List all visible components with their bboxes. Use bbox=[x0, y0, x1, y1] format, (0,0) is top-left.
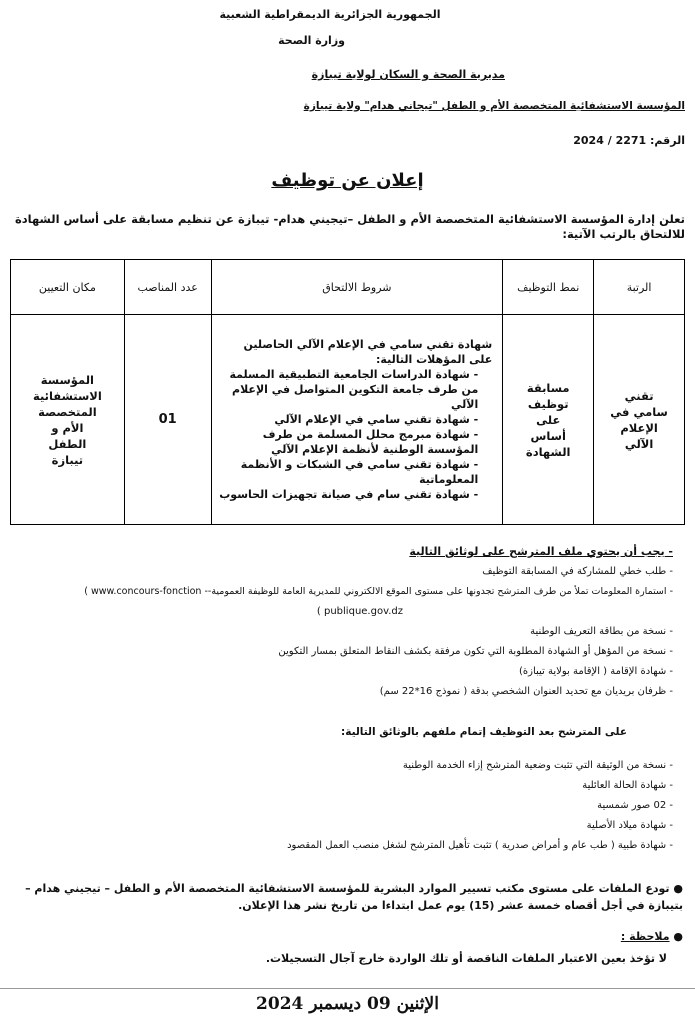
reference-number: الرقم: 2271 / 2024 bbox=[573, 134, 685, 147]
cell-place: المؤسسة الاستشفائية المتخصصة الأم و الطفل تيبازة bbox=[11, 315, 125, 525]
footer-date: الإثنين 09 ديسمبر 2024 bbox=[256, 994, 439, 1014]
list-item-text: استمارة المعلومات تملأ من طرف المترشح تجدونها على مستوى الموقع الالكتروني للمديرية العامة للوظيفة العمومية-- www.concours-fonction ) bbox=[84, 586, 667, 597]
list-item-text: طلب خطي للمشاركة في المسابقة التوظيف bbox=[482, 566, 667, 577]
list-item: - شهادة طبية ( طب عام و أمراض صدرية ) تثبت تأهيل المترشح لشغل منصب العمل المقصود bbox=[287, 840, 673, 851]
list-item: - ظرفان بريديان مع تحديد العنوان الشخصي بدقة ( نموذج 16*22 سم) bbox=[379, 686, 673, 697]
list-item: - استمارة المعلومات تملأ من طرف المترشح تجدونها على مستوى الموقع الالكتروني للمديرية العامة للوظيفة العمومية-- www.concours-fonction ) bbox=[84, 586, 673, 597]
deposit-paragraph bbox=[19, 880, 683, 914]
list-item-text: شهادة الحالة العائلية bbox=[582, 780, 667, 791]
col-rank: الرتبة bbox=[594, 260, 685, 315]
note-heading bbox=[621, 928, 683, 945]
list-item: - شهادة ميلاد الأصلية bbox=[586, 820, 673, 831]
list-item-text: نسخة من المؤهل أو الشهادة المطلوبة التي تكون مرفقة بكشف النقاط المتعلق بمسار التكوين bbox=[278, 646, 667, 657]
documents-section bbox=[13, 542, 673, 702]
deposit-text: تودع الملفات على مستوى مكتب تسيير الموارد البشرية للمؤسسة الاستشفائية المتخصصة الأم و الطفل – تيجيني هدام – بتيبازة في أجل أقصاه خمسة عشر (15) يوم عمل ابتداءا من تاريخ نشر هذا الإعلان. bbox=[25, 882, 683, 912]
list-item: - شهادة الحالة العائلية bbox=[582, 780, 673, 791]
list-item-text: publique.gov.dz ) bbox=[316, 606, 403, 617]
list-item-text: نسخة من بطاقة التعريف الوطنية bbox=[530, 626, 667, 637]
directorate-header: مديرية الصحة و السكان لولاية تيبازة bbox=[311, 68, 505, 81]
list-item: - شهادة الإقامة ( الإقامة بولاية تيبازة) bbox=[518, 666, 673, 677]
col-place: مكان التعيين bbox=[11, 260, 125, 315]
page-title: إعلان عن توظيف bbox=[271, 170, 424, 191]
col-posts: عدد المناصب bbox=[124, 260, 211, 315]
republic-header: الجمهورية الجزائرية الديمقراطية الشعبية bbox=[219, 8, 441, 21]
col-conditions: شروط الالتحاق bbox=[211, 260, 503, 315]
list-item: - طلب خطي للمشاركة في المسابقة التوظيف bbox=[482, 566, 673, 577]
bullet-icon: ● bbox=[669, 930, 683, 943]
note-text: لا تؤخذ بعين الاعتبار الملفات الناقصة أو تلك الواردة خارج آجال التسجيلات. bbox=[265, 952, 667, 965]
col-mode: نمط التوظيف bbox=[503, 260, 594, 315]
cell-conditions bbox=[211, 315, 503, 525]
documents-heading: - يجب أن يحتوي ملف المترشح على لوثائق التالية bbox=[409, 545, 673, 558]
intro-text: تعلن إدارة المؤسسة الاستشفائية المتخصصة الأم و الطفل –تيجيني هدام- تيبازة عن تنظيم مسابقة على أساس الشهادة للالتحاق بالرتب الآتية: bbox=[14, 212, 685, 241]
ministry-header: وزارة الصحة bbox=[278, 34, 345, 47]
cell-rank: تقني سامي في الإعلام الآلي bbox=[594, 315, 685, 525]
table-row bbox=[11, 315, 685, 525]
list-item bbox=[13, 602, 673, 622]
list-item: - نسخة من الوثيقة التي تثبت وضعية المترشح إزاء الخدمة الوطنية bbox=[402, 760, 673, 771]
list-item: - شهادة تقني سامي في الإعلام الآلي bbox=[218, 412, 479, 427]
list-item-text: 02 صور شمسية bbox=[597, 800, 667, 811]
list-item-text: شهادة طبية ( طب عام و أمراض صدرية ) تثبت تأهيل المترشح لشغل منصب العمل المقصود bbox=[287, 840, 667, 851]
list-item: - شهادة تقني سام في صيانة تجهيزات الحاسوب bbox=[218, 487, 479, 502]
list-item: - شهادة مبرمج محلل المسلمة من طرف المؤسسة الوطنية لأنظمة الإعلام الآلي bbox=[218, 427, 479, 457]
bullet-icon: ● bbox=[669, 882, 683, 895]
list-item-text: شهادة الإقامة ( الإقامة بولاية تيبازة) bbox=[518, 666, 667, 677]
cell-posts: 01 bbox=[124, 315, 211, 525]
list-item: - شهادة تقني سامي في الشبكات و الأنظمة المعلوماتية bbox=[218, 457, 479, 487]
table-header-row bbox=[11, 260, 685, 315]
list-item: - نسخة من بطاقة التعريف الوطنية bbox=[530, 626, 673, 637]
documents-heading-text: يجب أن يحتوي ملف المترشح على لوثائق التالية bbox=[409, 545, 665, 558]
list-item-text: ظرفان بريديان مع تحديد العنوان الشخصي بدقة ( نموذج 16*22 سم) bbox=[379, 686, 667, 697]
list-item: - شهادة الدراسات الجامعية التطبيقية المسلمة من طرف جامعة التكوين المتواصل في الإعلام الآلي bbox=[218, 367, 479, 412]
list-item: - نسخة من المؤهل أو الشهادة المطلوبة التي تكون مرفقة بكشف النقاط المتعلق بمسار التكوين bbox=[278, 646, 673, 657]
after-recruitment-list bbox=[13, 756, 673, 856]
list-item: - 02 صور شمسية bbox=[597, 800, 673, 811]
conditions-list bbox=[218, 367, 493, 502]
institution-header: المؤسسة الاستشفائية المتخصصة الأم و الطفل "تيجاني هدام" ولاية تيبازة bbox=[303, 100, 685, 112]
list-item-text: شهادة ميلاد الأصلية bbox=[586, 820, 667, 831]
note-heading-text: ملاحظة : bbox=[620, 930, 670, 943]
cell-mode: مسابقة توظيف على أساس الشهادة bbox=[503, 315, 594, 525]
after-recruitment-heading: على المترشح بعد التوظيف إتمام ملفهم بالوثائق التالية: bbox=[341, 726, 627, 738]
positions-table bbox=[10, 259, 685, 525]
list-item-text: نسخة من الوثيقة التي تثبت وضعية المترشح إزاء الخدمة الوطنية bbox=[402, 760, 667, 771]
conditions-intro: شهادة تقني سامي في الإعلام الآلي الحاصلين على المؤهلات التالية: bbox=[243, 338, 493, 366]
